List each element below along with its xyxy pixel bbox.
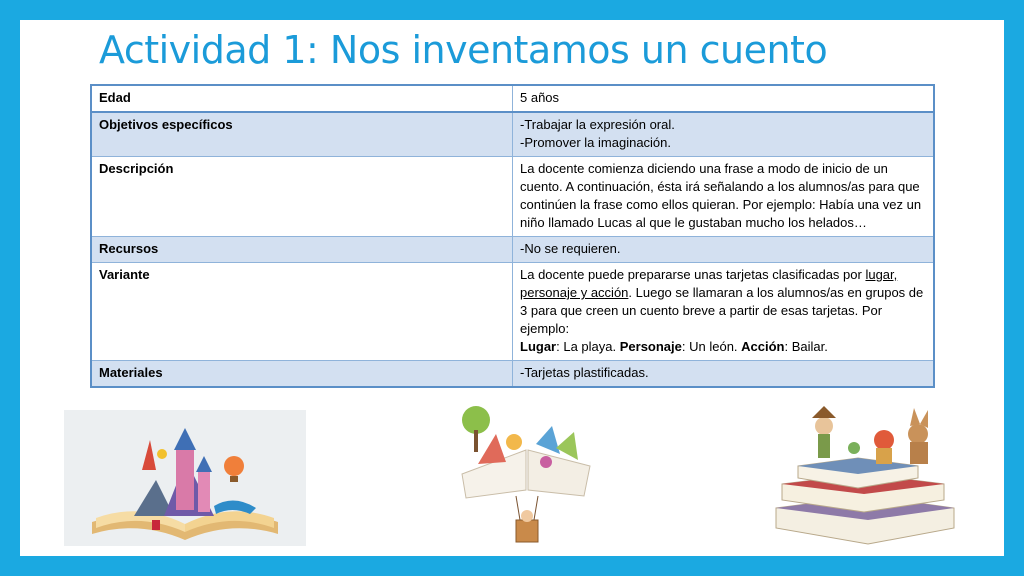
- row-value-line: -No se requieren.: [520, 241, 621, 256]
- children-on-stacked-books-illustration: [768, 404, 964, 554]
- row-value: La docente comienza diciendo una frase a modo de inicio de un cuento. A continuación, ésta irá señalando a los alumnos/as para que continúen la frase como ellos quieran. Por ejemplo: Había una vez un niño llamado Lucas al que le gustaban mucho los helados…: [513, 157, 935, 237]
- table-row: [91, 85, 934, 112]
- row-label: Materiales: [91, 361, 513, 388]
- activity-table: [90, 84, 935, 388]
- row-label: Recursos: [91, 237, 513, 263]
- table-row: [91, 361, 934, 388]
- accion-label: Acción: [741, 339, 785, 354]
- row-label: Variante: [91, 263, 513, 361]
- lugar-label: Lugar: [520, 339, 557, 354]
- personaje-value: : Un león.: [681, 339, 742, 354]
- personaje-label: Personaje: [619, 339, 682, 354]
- row-value: [513, 85, 935, 112]
- variante-text-after: . Luego se llamaran a los alumnos/as en grupos de 3 para que creen un cuento breve a partir de esas tarjetas. Por ejemplo:: [520, 285, 924, 336]
- variante-text: La docente puede prepararse unas tarjetas clasificadas por: [520, 267, 866, 282]
- lugar-value: : La playa.: [556, 339, 620, 354]
- row-label: Descripción: [91, 157, 513, 237]
- row-value: [513, 237, 935, 263]
- slide-title: Actividad 1: Nos inventamos un cuento: [99, 28, 828, 72]
- variante-underlined: lugar, personaje y acción: [520, 267, 898, 300]
- table-row: [91, 237, 934, 263]
- open-storybook-castle-illustration: [64, 410, 306, 546]
- variante-example: [520, 338, 926, 356]
- table-row: [91, 157, 934, 237]
- row-value: [513, 112, 935, 157]
- accion-value: : Bailar.: [784, 339, 828, 354]
- row-label: Objetivos específicos: [91, 112, 513, 157]
- row-value-line: -Tarjetas plastificadas.: [520, 365, 649, 380]
- table-row: [91, 263, 934, 361]
- table-row: [91, 112, 934, 157]
- row-value: [513, 263, 935, 361]
- row-value: [513, 361, 935, 388]
- row-label: Edad: [91, 85, 513, 112]
- slide: [20, 20, 1004, 556]
- row-value-line: 5 años: [520, 90, 560, 105]
- row-value-line: -Trabajar la expresión oral.: [520, 117, 675, 132]
- row-value-line: -Promover la imaginación.: [520, 135, 672, 150]
- open-book-hot-air-balloon-illustration: [456, 404, 598, 552]
